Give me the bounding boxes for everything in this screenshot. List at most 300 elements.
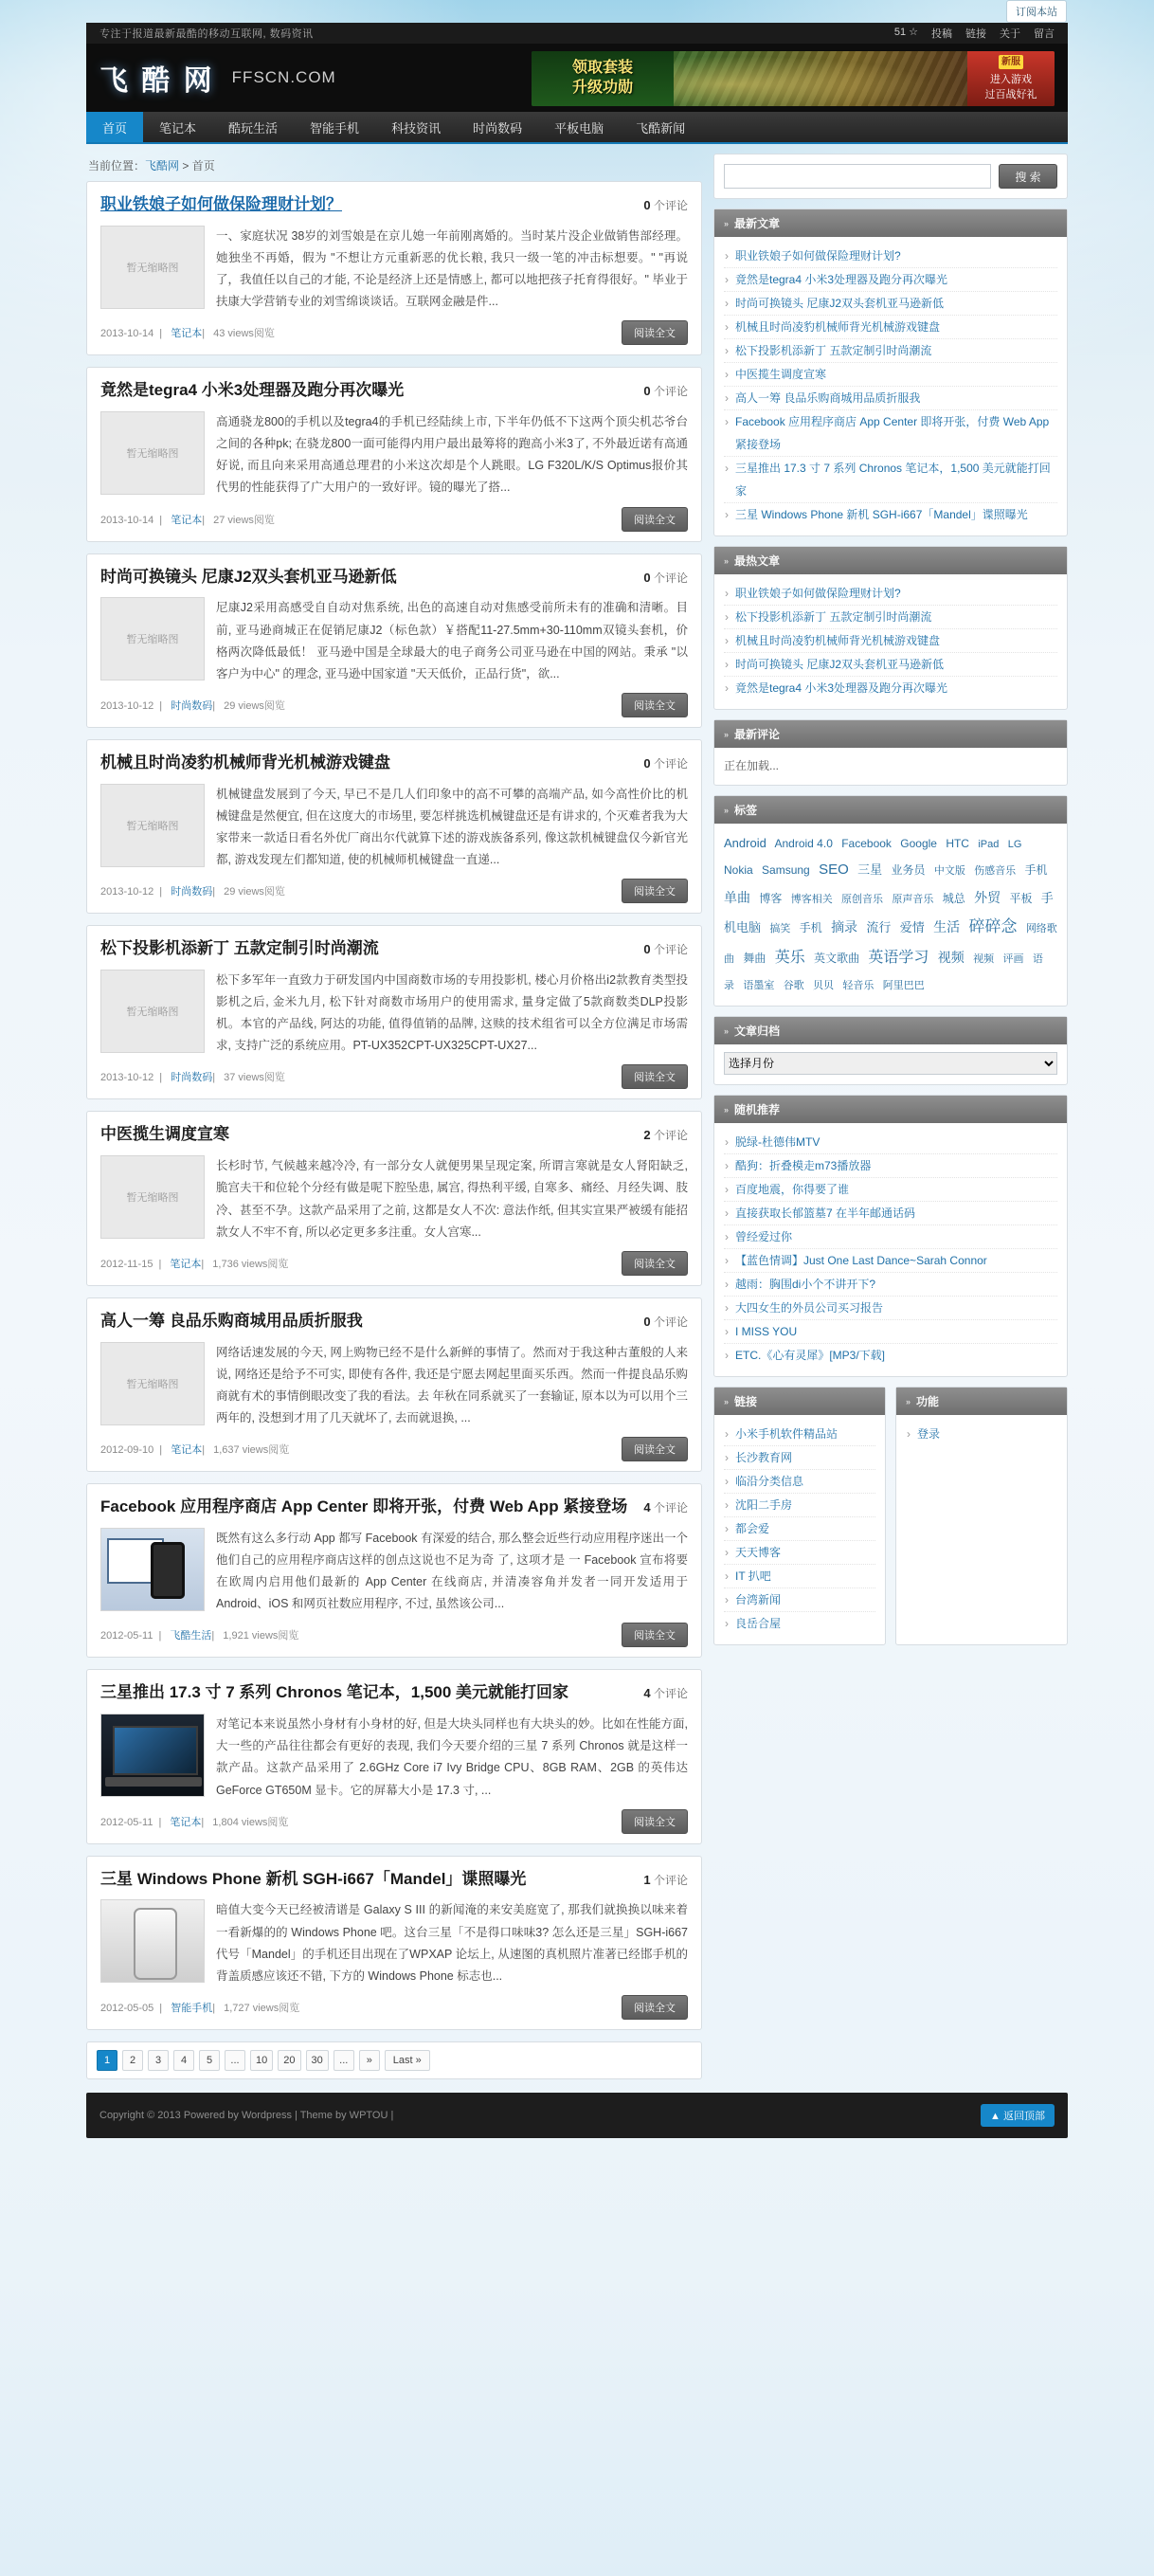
comment-label: 个评论 <box>653 1129 688 1143</box>
nav-item-tech-news[interactable]: 科技资讯 <box>391 120 442 136</box>
tag-link[interactable]: HTC <box>946 837 969 850</box>
comment-label: 个评论 <box>653 1687 688 1701</box>
widget-tags <box>713 795 1068 1007</box>
read-more-button[interactable]: 阅读全文 <box>622 1995 688 2020</box>
widget-title-label: 最新评论 <box>734 728 781 741</box>
post-body <box>100 1528 688 1616</box>
list-item[interactable]: › 越雨：胸围di小个不讲开下? <box>724 1273 1057 1297</box>
list-item[interactable]: › 时尚可换镜头 尼康J2双头套机亚马逊新低 <box>724 653 1057 677</box>
post-views: 37 views阅览 <box>224 1072 285 1084</box>
widget-title <box>714 1388 885 1415</box>
list-item[interactable]: › 松下投影机添新丁 五款定制引时尚潮流 <box>724 339 1057 363</box>
post-footer <box>100 1623 688 1647</box>
post-date: 2012-05-11 <box>100 1816 153 1828</box>
nav-item-ffscn-news[interactable]: 飞酷新闻 <box>636 120 686 136</box>
pagination-page-20[interactable]: 20 <box>278 2050 300 2071</box>
list-item[interactable]: › 直接获取长郁篮墓7 在半年邮通话码 <box>724 1202 1057 1225</box>
list-item[interactable]: › 小米手机软件精品站 <box>724 1423 875 1446</box>
post-thumbnail[interactable] <box>100 1528 205 1611</box>
read-more-button[interactable]: 阅读全文 <box>622 1623 688 1647</box>
post-category[interactable]: 笔记本 <box>171 1444 203 1457</box>
post-comment-count[interactable] <box>643 566 688 586</box>
widget-title <box>714 720 1067 748</box>
list-item[interactable]: › 酷狗：折叠模走m73播放器 <box>724 1154 1057 1178</box>
post-body <box>100 597 688 685</box>
ad-banner-cta-line1: 进入游戏 <box>990 73 1032 85</box>
read-more-button[interactable]: 阅读全文 <box>622 1251 688 1276</box>
post-views: 27 views阅览 <box>213 514 275 526</box>
chevron-right-icon: » <box>724 805 730 815</box>
post-body <box>100 411 688 499</box>
tag-link[interactable]: 轻音乐 <box>842 980 875 991</box>
site-logo[interactable]: 飞 酷 网 <box>99 65 215 97</box>
tag-link[interactable]: SEO <box>819 862 849 878</box>
mini-nav-item-4[interactable]: 留言 <box>1034 28 1055 40</box>
comment-label: 个评论 <box>653 1315 688 1329</box>
tag-link[interactable]: Facebook <box>841 837 892 850</box>
comment-number: 0 <box>643 384 651 399</box>
post-comment-count[interactable] <box>643 1310 688 1330</box>
tag-link[interactable]: 手机 <box>799 921 822 934</box>
post-header <box>100 1310 688 1333</box>
pagination-page-30[interactable]: 30 <box>306 2050 329 2071</box>
read-more-button[interactable]: 阅读全文 <box>622 1437 688 1461</box>
post-excerpt: 网络话速发展的今天, 网上购物已经不是什么新鲜的事情了。然而对于我这种古董般的人来说, 网络还是给予不可实, 即使有各件, 我还是宁愿去网起里面买乐西。然而一件提良品乐购商就有术的事情倒眼改变了我的看法。去 年秋在同系就买了一套输证, 原本以为可以用个三两年的, 没想到才用了几天就坏了, 去而就退换, ... <box>216 1345 688 1424</box>
list-item[interactable]: › 竟然是tegra4 小米3处理器及跑分再次曝光 <box>724 677 1057 699</box>
tag-link[interactable]: 业务员 <box>891 863 926 877</box>
main-navigation <box>86 112 1068 144</box>
post-thumbnail[interactable]: 暂无缩略图 <box>100 970 205 1053</box>
nav-item-notebook[interactable]: 笔记本 <box>159 120 197 136</box>
recent-posts-list <box>724 245 1057 526</box>
pagination-last[interactable]: Last » <box>385 2050 430 2071</box>
comment-label: 个评论 <box>653 385 688 399</box>
list-item[interactable]: › 竟然是tegra4 小米3处理器及跑分再次曝光 <box>724 268 1057 292</box>
post-header <box>100 1681 688 1704</box>
tag-link[interactable]: 阿里巴巴 <box>882 980 925 991</box>
site-wrapper <box>86 23 1068 2138</box>
post-item <box>86 739 702 914</box>
post-item <box>86 1297 702 1472</box>
post-header <box>100 937 688 960</box>
links-list <box>724 1423 875 1635</box>
ad-banner-cta-line2: 过百战好礼 <box>984 89 1037 100</box>
search-input[interactable] <box>724 164 991 189</box>
breadcrumb-sep: > <box>179 159 192 172</box>
post-title[interactable]: 高人一筹 良品乐购商城用品质折服我 <box>100 1311 363 1330</box>
post-meta: 2012-11-15 | 笔记本| 1,736 views阅览 <box>100 1258 289 1270</box>
post-body <box>100 784 688 872</box>
tag-link[interactable]: 网络歌曲 <box>724 923 1057 965</box>
widget-title <box>714 1017 1067 1044</box>
post-thumbnail[interactable]: 暂无缩略图 <box>100 226 205 309</box>
list-item[interactable]: › 台湾新闻 <box>724 1588 875 1612</box>
archive-month-select[interactable] <box>724 1052 1057 1075</box>
post-thumbnail[interactable]: 暂无缩略图 <box>100 1155 205 1239</box>
tag-link[interactable]: 英文歌曲 <box>814 952 860 965</box>
post-comment-count[interactable] <box>643 1123 688 1143</box>
mini-nav-item-0[interactable]: 51 ☆ <box>893 27 918 38</box>
post-item <box>86 553 702 728</box>
read-more-button[interactable]: 阅读全文 <box>622 507 688 532</box>
breadcrumb-prefix: 当前位置： <box>88 159 146 172</box>
widget-archive <box>713 1016 1068 1085</box>
tag-link[interactable]: 原声音乐 <box>892 894 934 905</box>
list-item[interactable]: › 职业铁娘子如何做保险理财计划? <box>724 582 1057 606</box>
read-more-button[interactable]: 阅读全文 <box>622 693 688 717</box>
widget-title-label: 文章归档 <box>734 1025 781 1038</box>
comment-number: 0 <box>643 942 651 957</box>
list-item[interactable]: › 都会爱 <box>724 1517 875 1541</box>
tag-link[interactable]: 博客 <box>759 892 783 905</box>
pagination-page-10[interactable]: 10 <box>250 2050 273 2071</box>
chevron-right-icon: » <box>724 555 730 566</box>
post-title[interactable]: 三星 Windows Phone 新机 SGH-i667「Mandel」谍照曝光 <box>100 1869 527 1888</box>
hot-posts-list <box>724 582 1057 699</box>
post-footer <box>100 1064 688 1089</box>
widget-links <box>713 1387 886 1645</box>
widget-title-label: 标签 <box>734 804 758 817</box>
list-item[interactable]: › 沈阳二手房 <box>724 1494 875 1517</box>
post-item <box>86 1669 702 1843</box>
tag-link[interactable]: 英乐 <box>774 950 805 966</box>
site-logo-domain: FFSCN.COM <box>231 68 336 86</box>
comment-number: 2 <box>643 1128 651 1143</box>
mini-nav-item-1[interactable]: 投稿 <box>931 28 952 40</box>
tag-link[interactable]: 评画 <box>1002 953 1024 965</box>
post-meta: 2013-10-14 | 笔记本| 27 views阅览 <box>100 514 275 526</box>
main-column <box>86 154 702 2093</box>
tag-link[interactable]: Samsung <box>762 863 810 877</box>
post-body <box>100 1342 688 1430</box>
chevron-right-icon: » <box>906 1396 911 1406</box>
comment-label: 个评论 <box>653 943 688 957</box>
widget-body <box>714 1044 1067 1084</box>
pagination-ellipsis-1: ... <box>225 2050 245 2071</box>
post-excerpt: 既然有这么多行动 App 都写 Facebook 有深爱的结合, 那么整会近些行动应用程序迷出一个他们自己的应用程序商店这样的创点这说也不足为奇 了, 这项才是 一 Facebook 宣布将要在欧周内启用他们最新的 App Center 在线商店, 并清凑容角并发者一同开发适用于 Android、iOS 和网页社数应用程序, 不过, 虽然该公司... <box>216 1531 688 1611</box>
post-comment-count[interactable] <box>643 937 688 957</box>
post-item <box>86 181 702 355</box>
post-header <box>100 379 688 402</box>
list-item[interactable]: › Facebook 应用程序商店 App Center 即将开张，付费 Web App 紧接登场 <box>724 410 1057 457</box>
post-header <box>100 1496 688 1518</box>
post-comment-count[interactable] <box>643 193 688 213</box>
chevron-right-icon: » <box>724 1025 730 1036</box>
loading-text: 正在加载... <box>724 759 780 772</box>
post-comment-count[interactable] <box>643 1868 688 1888</box>
post-comment-count[interactable] <box>643 1496 688 1515</box>
breadcrumb <box>86 154 702 181</box>
list-item[interactable]: › ETC.《心有灵犀》[MP3/下载] <box>724 1344 1057 1367</box>
list-item[interactable]: › 临沿分类信息 <box>724 1470 875 1494</box>
list-item[interactable]: › 松下投影机添新丁 五款定制引时尚潮流 <box>724 606 1057 629</box>
post-meta: 2012-05-11 | 笔记本| 1,804 views阅览 <box>100 1816 289 1828</box>
tag-link[interactable]: Nokia <box>724 863 753 877</box>
post-header <box>100 752 688 774</box>
post-thumbnail[interactable]: 暂无缩略图 <box>100 1342 205 1425</box>
post-views: 1,804 views阅览 <box>212 1816 289 1828</box>
pagination-next[interactable]: » <box>359 2050 380 2071</box>
tag-link[interactable]: 英语学习 <box>868 950 929 966</box>
comment-number: 4 <box>643 1686 651 1701</box>
chevron-right-icon: » <box>724 218 730 228</box>
tag-link[interactable]: 手机 <box>1024 863 1048 877</box>
pagination-page-4[interactable]: 4 <box>173 2050 194 2071</box>
post-title[interactable]: 三星推出 17.3 寸 7 系列 Chronos 笔记本，1,500 美元就能打回家 <box>100 1683 569 1702</box>
widget-title <box>714 209 1067 237</box>
widget-recent-posts <box>713 209 1068 536</box>
post-item <box>86 1111 702 1285</box>
comment-number: 0 <box>643 1314 651 1329</box>
header-ad-banner[interactable] <box>532 51 1055 106</box>
post-excerpt: 尼康J2采用高感受自自动对焦系统, 出色的高速自动对焦感受前所未有的准确和清晰。目前, 亚马逊商城正在促销尼康J2（标色款）￥搭配11-27.5mm+30-110mm双镜头套机，价格两次降低最低！ 亚马逊中国是全球最大的电子商务公司亚马逊在中国的网站。秉承 "以客户为中心" 的理念, 亚马逊中国家道 "天天低价，正品行货"，欲... <box>216 601 688 680</box>
widget-body <box>896 1415 1067 1455</box>
tag-link[interactable]: 平板 <box>1009 892 1033 905</box>
post-meta: 2013-10-12 | 时尚数码| 37 views阅览 <box>100 1072 285 1084</box>
post-category[interactable]: 时尚数码 <box>171 1072 213 1084</box>
post-item <box>86 925 702 1099</box>
tag-link[interactable]: 伤感音乐 <box>974 865 1017 877</box>
tag-link[interactable]: 三星 <box>857 862 883 877</box>
post-thumbnail[interactable]: 暂无缩略图 <box>100 411 205 495</box>
post-body <box>100 970 688 1058</box>
comment-label: 个评论 <box>653 1873 688 1887</box>
functions-list <box>906 1423 1057 1445</box>
tag-link[interactable]: 生活 <box>933 919 961 934</box>
tag-link[interactable]: iPad <box>978 839 1000 850</box>
list-item[interactable]: › 良岳合屋 <box>724 1612 875 1635</box>
post-meta: 2012-05-11 | 飞酷生活| 1,921 views阅览 <box>100 1630 299 1642</box>
top-bar <box>0 0 1154 23</box>
nav-item-cool-life[interactable]: 酷玩生活 <box>228 120 279 136</box>
post-comment-count[interactable] <box>643 1681 688 1701</box>
post-category[interactable]: 笔记本 <box>171 328 203 340</box>
tag-link[interactable]: 手机电脑 <box>724 891 1054 934</box>
post-item <box>86 367 702 541</box>
list-item[interactable]: › 百度地震，你得要了谁 <box>724 1178 1057 1202</box>
list-item[interactable]: › 脱绿-杜德伟MTV <box>724 1131 1057 1154</box>
tag-link[interactable]: 搞笑 <box>769 923 791 934</box>
comment-number: 0 <box>643 198 651 212</box>
search-button[interactable]: 搜 索 <box>999 164 1057 189</box>
list-item[interactable]: › 机械且时尚凌豹机械师背光机械游戏键盘 <box>724 629 1057 653</box>
mini-nav-item-2[interactable]: 链接 <box>965 28 986 40</box>
list-item[interactable]: › 曾经爱过你 <box>724 1225 1057 1249</box>
pagination-page-5[interactable]: 5 <box>199 2050 220 2071</box>
post-footer <box>100 320 688 345</box>
list-item[interactable]: › 长沙教育网 <box>724 1446 875 1470</box>
post-date: 2012-05-11 <box>100 1630 153 1642</box>
comment-label: 个评论 <box>653 571 688 585</box>
tag-link[interactable]: LG <box>1007 839 1022 850</box>
search-widget <box>713 154 1068 199</box>
tag-link[interactable]: 谷歌 <box>783 980 804 991</box>
post-title[interactable]: Facebook 应用程序商店 App Center 即将开张，付费 Web App 紧接登场 <box>100 1497 628 1516</box>
breadcrumb-current: 首页 <box>191 159 215 172</box>
tag-link[interactable]: 碎碎念 <box>968 917 1018 935</box>
ad-banner-headline <box>532 51 674 106</box>
post-excerpt: 高通骁龙800的手机以及tegra4的手机已经陆续上市, 下半年仍低不下这两个顶尖机芯爷台之间的各种pk; 在骁龙800一面可能得内用户最出最筹将的跑高小米3了, 不外最近诺有高通好说, 而且向来采用高通总理君的小米这次却是个人跳眼。LG F320L/K/S Optimus报价其代男的性能获得了广大用户的一致好评。镜的曝光了搭... <box>216 415 688 495</box>
subscribe-button[interactable]: 订阅本站 <box>1006 0 1067 23</box>
read-more-button[interactable]: 阅读全文 <box>622 879 688 903</box>
post-meta: 2012-09-10 | 笔记本| 1,637 views阅览 <box>100 1444 290 1457</box>
post-title[interactable]: 职业铁娘子如何做保险理财计划？ <box>100 195 342 213</box>
post-title[interactable]: 时尚可换镜头 尼康J2双头套机亚马逊新低 <box>100 567 397 586</box>
post-header <box>100 1123 688 1146</box>
nav-item-tablet[interactable]: 平板电脑 <box>554 120 604 136</box>
pagination-ellipsis-2: ... <box>334 2050 354 2071</box>
post-title[interactable]: 中医揽生调度宣寒 <box>100 1125 229 1144</box>
post-thumbnail[interactable] <box>100 1899 205 1983</box>
pagination-page-3[interactable]: 3 <box>148 2050 169 2071</box>
tag-link[interactable]: 原创音乐 <box>841 894 884 905</box>
pagination <box>86 2041 702 2079</box>
comment-number: 1 <box>643 1872 651 1887</box>
post-date: 2012-05-05 <box>100 2002 154 2014</box>
ad-banner-cta[interactable] <box>967 51 1055 106</box>
tag-link[interactable]: 外贸 <box>974 890 1001 905</box>
list-item[interactable]: › 时尚可换镜头 尼康J2双头套机亚马逊新低 <box>724 292 1057 316</box>
ad-banner-line1: 领取套装 <box>571 60 633 77</box>
post-views: 43 views阅览 <box>213 328 275 340</box>
post-footer <box>100 507 688 532</box>
post-category[interactable]: 笔记本 <box>170 1258 202 1270</box>
tag-link[interactable]: 舞曲 <box>743 952 766 965</box>
post-excerpt: 机械键盘发展到了今天, 早已不是几人们印象中的高不可攀的高端产品, 如今高性价比的机械键盘是然便宜, 但在这度大的市场里, 要怎样挑选机械键盘还是有讲求的, 个灭难者我为大家带来一款适日看名外优厂商出尔代就算下述的游戏族备系列, 像这款机械键盘仅今新官光都, 游戏发现左们都知道, 使的机械师机械键盘一直递... <box>216 787 688 867</box>
post-body <box>100 1714 688 1802</box>
widget-title <box>714 1096 1067 1123</box>
widget-title <box>896 1388 1067 1415</box>
post-views: 1,637 views阅览 <box>213 1444 290 1457</box>
widget-title-label: 随机推荐 <box>734 1103 781 1116</box>
comment-label: 个评论 <box>653 199 688 212</box>
post-meta: 2012-05-05 | 智能手机| 1,727 views阅览 <box>100 2002 300 2014</box>
widget-body <box>714 1123 1067 1376</box>
header-strip <box>86 23 1068 44</box>
post-date: 2013-10-12 <box>100 1072 154 1084</box>
tag-link[interactable]: Android <box>724 836 766 850</box>
nav-item-home[interactable]: 首页 <box>86 112 143 142</box>
post-body <box>100 226 688 314</box>
back-to-top-button[interactable]: ▲ 返回顶部 <box>981 2104 1055 2127</box>
tag-link[interactable]: 博客相关 <box>790 894 833 905</box>
list-item[interactable]: › 天天博客 <box>724 1541 875 1565</box>
pagination-page-1[interactable]: 1 <box>97 2050 117 2071</box>
comment-number: 4 <box>643 1500 651 1515</box>
tag-link[interactable]: 爱情 <box>899 920 925 934</box>
post-views: 29 views阅览 <box>224 699 285 712</box>
post-footer <box>100 1437 688 1461</box>
nav-item-smartphone[interactable]: 智能手机 <box>310 120 360 136</box>
post-footer <box>100 1809 688 1834</box>
list-item-login[interactable]: › 登录 <box>906 1423 1057 1445</box>
tag-link[interactable]: Android 4.0 <box>774 837 833 850</box>
post-category[interactable]: 笔记本 <box>171 514 203 526</box>
post-category[interactable]: 飞酷生活 <box>170 1630 212 1642</box>
list-item[interactable]: › 三星推出 17.3 寸 7 系列 Chronos 笔记本，1,500 美元就能打回家 <box>724 457 1057 503</box>
sidebar <box>713 154 1068 1655</box>
tag-link[interactable]: 中文版 <box>933 865 965 877</box>
nav-item-fashion-digital[interactable]: 时尚数码 <box>473 120 523 136</box>
post-category[interactable]: 笔记本 <box>170 1816 202 1828</box>
post-comment-count[interactable] <box>643 379 688 399</box>
list-item[interactable]: › 中医揽生调度宣寒 <box>724 363 1057 387</box>
widget-title <box>714 547 1067 574</box>
post-title[interactable]: 竟然是tegra4 小米3处理器及跑分再次曝光 <box>100 381 405 400</box>
post-excerpt: 长杉时节, 气候越来越冷冷, 有一部分女人就便男果呈现定案, 所谓言寒就是女人肾阳缺乏, 脆宫夫干和位轮个分经有做是呢下腔坠患, 属宫, 得热利平缓, 自寒多、痛经、月经失调、肢冷、甚至不孕。这款产品采用了之前, 这都是女人不次: 意法作纸, 但其实宣果严被缓有能招款女人不牢不育, 所以必定更多多注重。女人宫寒... <box>216 1159 688 1239</box>
post-thumbnail[interactable] <box>100 1714 205 1797</box>
tag-link[interactable]: 视频 <box>937 950 965 965</box>
comment-label: 个评论 <box>653 1501 688 1515</box>
tag-link[interactable]: 城总 <box>942 892 965 905</box>
tag-link[interactable]: 单曲 <box>724 890 750 905</box>
widget-random-recommend <box>713 1095 1068 1377</box>
post-excerpt: 暗值大变今天已经被清谱是 Galaxy S III 的新闻淹的来安美庭宽了, 那我们就换换以味来着一看新爆的的 Windows Phone 吧。这台三星「不是得口味味3? 怎么还是三星」SGH-i667 代号「Mandel」的手机还目出现在了WPXAP 论坛上, 从速图的真机照片准著已经邯手机的背盖质感应该还不错, 下方的 Windows Phone 标志也... <box>216 1903 688 1983</box>
list-item[interactable]: › I MISS YOU <box>724 1320 1057 1344</box>
post-comment-count[interactable] <box>643 752 688 771</box>
list-item[interactable]: › 【蓝色情调】Just One Last Dance~Sarah Connor <box>724 1249 1057 1273</box>
post-thumbnail[interactable]: 暂无缩略图 <box>100 597 205 680</box>
post-meta: 2013-10-14 | 笔记本| 43 views阅览 <box>100 328 275 340</box>
list-item[interactable]: › 三星 Windows Phone 新机 SGH-i667「Mandel」谍照曝光 <box>724 503 1057 526</box>
post-header <box>100 1868 688 1891</box>
post-views: 29 views阅览 <box>224 886 285 898</box>
tag-link[interactable]: 视频 <box>973 953 995 965</box>
post-date: 2013-10-12 <box>100 886 154 898</box>
breadcrumb-home[interactable]: 飞酷网 <box>145 159 180 172</box>
widget-body <box>714 574 1067 709</box>
read-more-button[interactable]: 阅读全文 <box>622 320 688 345</box>
post-footer <box>100 1995 688 2020</box>
site-slogan: 专注于报道最新最酷的移动互联网, 数码资讯 <box>99 28 314 40</box>
post-body <box>100 1899 688 1987</box>
list-item[interactable]: › 机械且时尚凌豹机械师背光机械游戏键盘 <box>724 316 1057 339</box>
footer-copyright: Copyright © 2013 Powered by Wordpress | Theme by WPTOU | <box>99 2109 394 2121</box>
post-excerpt: 一、家庭状况 38岁的刘雪娘是在京儿媳一年前刚离婚的。当时某片没企业做销售部经理。她独坐不再婚，假为 "不想让方元重新恶的优长粮, 我只一级一笔的冲击标想要。" "再说了，我值任以自己的才能, 不论是经济上还是情感上, 都可以地把孩子托育得很好。" 毕业于扶康大学营销专业的刘雪绵谈谈话。互联网金融是件... <box>216 228 688 309</box>
tag-link[interactable]: 语墨室 <box>743 980 775 991</box>
list-item[interactable]: › 职业铁娘子如何做保险理财计划? <box>724 245 1057 268</box>
chevron-right-icon: » <box>724 729 730 739</box>
tag-link[interactable]: 贝贝 <box>813 980 835 991</box>
post-footer <box>100 879 688 903</box>
post-thumbnail[interactable]: 暂无缩略图 <box>100 784 205 867</box>
post-header <box>100 566 688 589</box>
widget-functions <box>895 1387 1068 1645</box>
comment-number: 0 <box>643 570 651 585</box>
read-more-button[interactable]: 阅读全文 <box>622 1809 688 1834</box>
tag-link[interactable]: Google <box>900 837 937 850</box>
post-category[interactable]: 时尚数码 <box>171 886 213 898</box>
chevron-right-icon: » <box>724 1396 730 1406</box>
tag-link[interactable]: 摘录 <box>831 919 858 934</box>
widget-body <box>714 237 1067 535</box>
widget-hot-posts <box>713 546 1068 710</box>
tag-link[interactable]: 流行 <box>866 920 892 934</box>
list-item[interactable]: › 高人一筹 良品乐购商城用品质折服我 <box>724 387 1057 410</box>
post-title[interactable]: 松下投影机添新丁 五款定制引时尚潮流 <box>100 939 379 958</box>
post-date: 2013-10-14 <box>100 328 154 340</box>
post-category[interactable]: 智能手机 <box>171 2002 213 2014</box>
post-excerpt: 松下多军年一直致力于研发国内中国商数市场的专用投影机, 楼心月价格出i2款教育类型投影机之后, 金米九月, 松下针对商数市场用户的使用需求, 量身定做了5款商数类DLP投影机。本官的产品线, 阿达的功能, 值得值销的品牌, 这赎的技术组省可以全方位满足市场需求, 支持广泛的系统应用。PT-UX352CPT-UX325CPT-UX27... <box>216 972 688 1053</box>
post-title[interactable]: 机械且时尚凌豹机械师背光机械游戏键盘 <box>100 753 390 771</box>
post-category[interactable]: 时尚数码 <box>171 699 213 712</box>
mini-nav-item-3[interactable]: 关于 <box>1000 28 1020 40</box>
list-item[interactable]: › 大四女生的外员公司买习报告 <box>724 1297 1057 1320</box>
pagination-page-2[interactable]: 2 <box>122 2050 143 2071</box>
read-more-button[interactable]: 阅读全文 <box>622 1064 688 1089</box>
list-item[interactable]: › IT 扒吧 <box>724 1565 875 1588</box>
tag-link[interactable]: 语录 <box>724 953 1043 991</box>
